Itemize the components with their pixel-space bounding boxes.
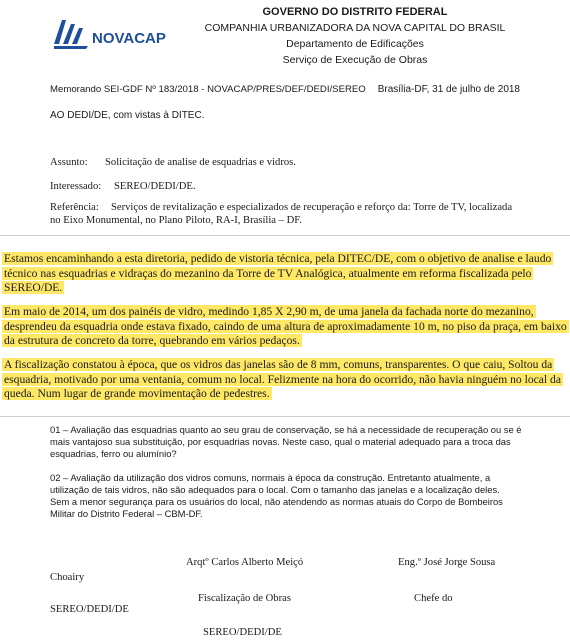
item-02-line-2: utilização de tais vidros, não são adequados para o local. Com o tamanho das janelas e a localização deles. — [50, 484, 500, 495]
referencia-line-1: Serviços de revitalização e especializados de recuperação e reforço da: Torre de TV, localizada — [111, 202, 513, 213]
assunto-label: Assunto: — [50, 157, 88, 168]
interessado-value: SEREO/DEDI/DE. — [114, 181, 196, 192]
referencia-line-2: no Eixo Monumental, no Plano Piloto, RA-I, Brasília – DF. — [50, 215, 302, 226]
signature-unit-left: SEREO/DEDI/DE — [50, 604, 129, 615]
item-02 — [50, 472, 503, 520]
signature-2-name: Eng.º José Jorge Sousa — [398, 557, 496, 568]
item-02-line-3: Sem a menor segurança para os usuários do local, não atendendo as normas atuais do Corpo de Bombeiros — [50, 496, 503, 507]
novacap-logo — [50, 14, 180, 54]
assunto-value: Solicitação de analise de esquadrias e vidros. — [105, 157, 296, 168]
item-01-line-1: 01 – Avaliação das esquadrias quanto ao seu grau de conservação, se há a necessidade de recuperação ou se é — [50, 424, 522, 435]
logo-text: NOVACAP — [92, 30, 166, 47]
item-01-line-2: mais vantajoso sua substituição, por esquadrias novas. Neste caso, qual o material adequado para a troca das — [50, 436, 511, 447]
memo-date: Brasília-DF, 31 de julho de 2018 — [377, 84, 520, 95]
memo-recipient: AO DEDI/DE, com vistas à DITEC. — [50, 110, 205, 121]
highlight-paragraph-3 — [2, 358, 568, 402]
signature-2-role: Chefe do — [414, 593, 453, 604]
header-company: COMPANHIA URBANIZADORA DA NOVA CAPITAL DO BRASIL — [204, 22, 506, 34]
memo-number: Memorando SEI-GDF Nº 183/2018 - NOVACAP/PRES/DEF/DEDI/SEREO — [50, 84, 366, 95]
signature-1-role: Fiscalização de Obras — [198, 593, 291, 604]
signature-unit-center: SEREO/DEDI/DE — [203, 627, 282, 638]
item-02-line-1: 02 – Avaliação da utilização dos vidros comuns, normais à época da construção. Entretanto atualmente, a — [50, 472, 491, 483]
referencia-label: Referência: — [50, 202, 99, 213]
item-01 — [50, 424, 522, 460]
item-01-line-3: esquadrias, ferro ou alumínio? — [50, 448, 177, 459]
memo-line — [50, 84, 520, 95]
highlight-text-2: Em maio de 2014, um dos painéis de vidro, medindo 1,85 X 2,90 m, de uma janela da fachada norte do mezanino, desprendeu da esquadria onde estava fixado, caindo de uma altura de aproximadamente 10 m, no piso da praça, em baixo da estrutura de concreto da torre, quebrando em vários pedaços. — [4, 305, 567, 347]
header-department: Departamento de Edificações — [286, 38, 424, 50]
highlight-text-1: Estamos encaminhando a esta diretoria, pedido de vistoria técnica, pela DITEC/DE, com o objetivo de analise e laudo técnico nas esquadrias e vidraças do mezanino da Torre de TV Analógica, atualmente em reforma fiscalizada pelo SEREO/DE. — [4, 252, 552, 294]
item-02-line-4: Militar do Distrito Federal – CBM-DF. — [50, 508, 203, 519]
interessado-label: Interessado: — [50, 181, 102, 192]
highlight-text-3: A fiscalização constatou à época, que os vidros das janelas são de 8 mm, comuns, transparentes. O que caiu, Soltou da esquadria, motivado por uma ventania, comum no local. Felizmente na hora do ocorrido, não havia ninguém no local da queda. Num lugar de grande movimentação de pedestres. — [4, 358, 561, 400]
header-service: Serviço de Execução de Obras — [282, 54, 428, 66]
signature-2-name-cont: Choairy — [50, 572, 85, 583]
highlight-paragraph-2 — [2, 305, 568, 349]
highlight-paragraph-1 — [2, 252, 568, 296]
signature-1-name: Arqtº Carlos Alberto Meiçó — [186, 557, 304, 568]
header-government: GOVERNO DO DISTRITO FEDERAL — [262, 6, 448, 18]
